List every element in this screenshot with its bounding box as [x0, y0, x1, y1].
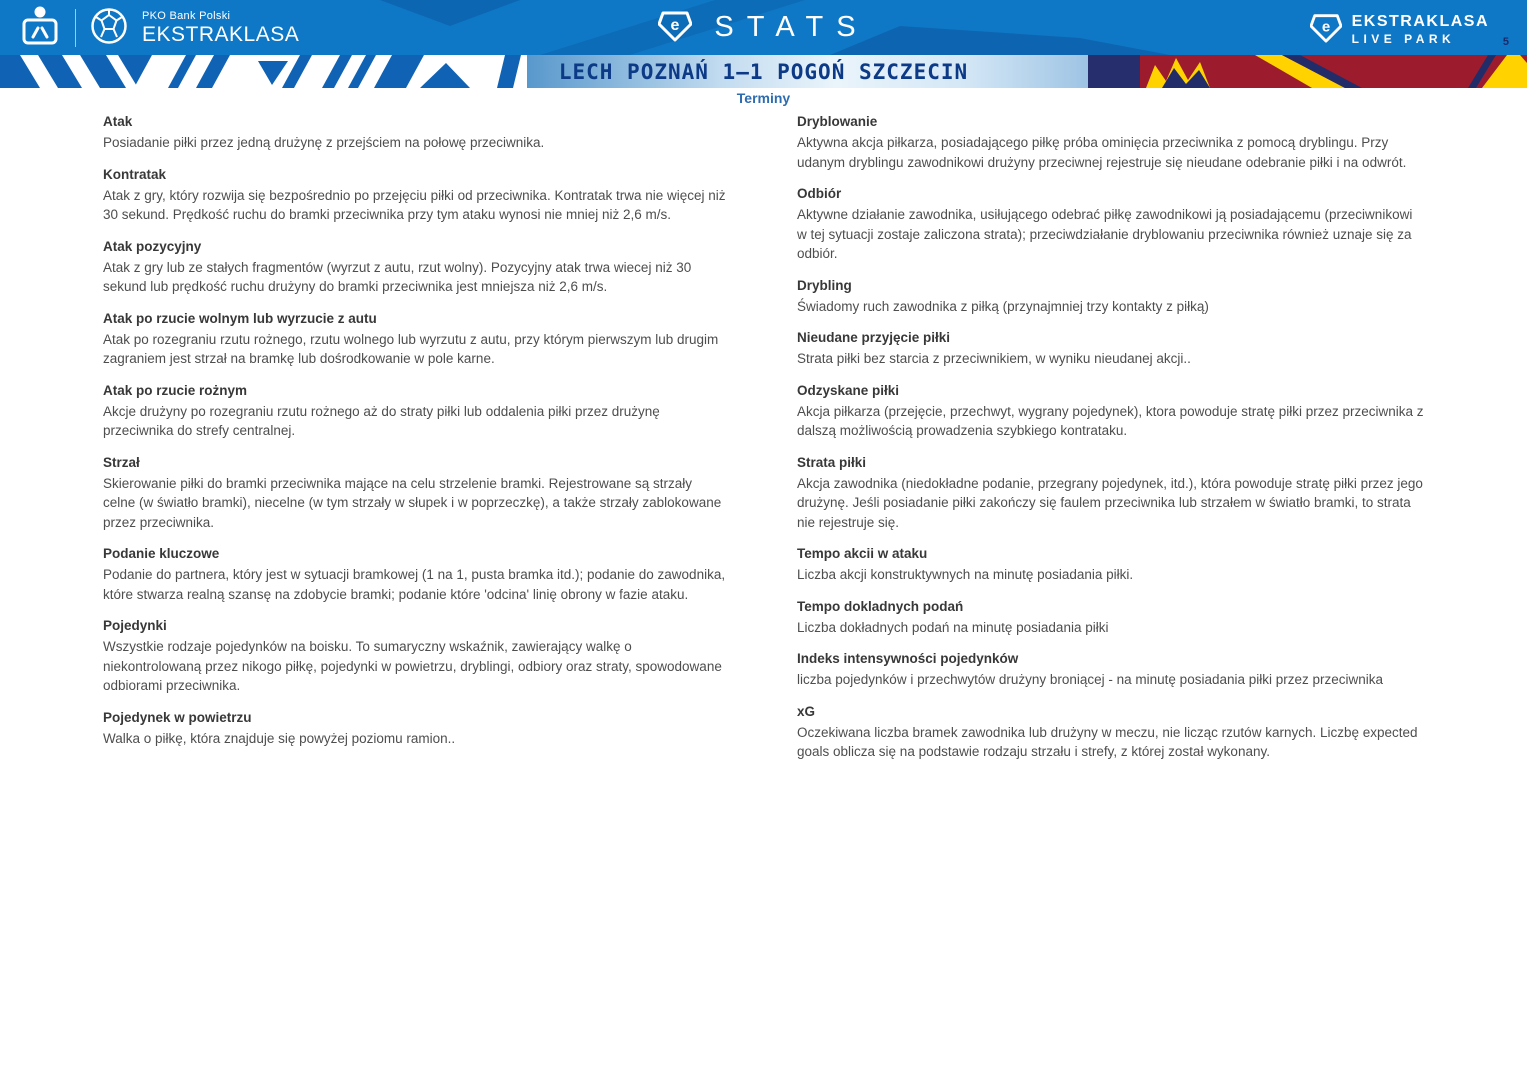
stats-logo	[0, 0, 1527, 55]
term-entry	[797, 544, 1425, 585]
term-entry	[103, 453, 727, 533]
term-entry	[103, 616, 727, 696]
svg-text:e: e	[670, 17, 680, 34]
term-title: Nieudane przyjęcie piłki	[797, 330, 951, 345]
glossary-column-right	[797, 112, 1425, 774]
term-definition: Liczba dokładnych podań na minutę posiadania piłki	[797, 619, 1109, 635]
term-definition: Liczba akcji konstruktywnych na minutę posiadania piłki.	[797, 567, 1134, 582]
term-definition: Atak po rozegraniu rzutu rożnego, rzutu wolnego lub wyrzutu z autu, przy którym pierwszym lub drugim zagraniem jest strzał na bramkę lub dośrodkowanie w pole karne.	[103, 331, 719, 366]
term-title: Pojedynki	[103, 618, 167, 633]
svg-text:e: e	[1321, 18, 1330, 36]
term-definition: Posiadanie piłki przez jedną drużynę z przejściem na połowę przeciwnika.	[103, 135, 545, 150]
term-title: Tempo dokladnych podań	[797, 598, 964, 614]
term-definition: Oczekiwana liczba bramek zawodnika lub drużyny w meczu, nie licząc rzutów karnych. Liczbę expected goals oblicza się na podstawie rodzaju strzału i strefy, z której został wykonany.	[797, 724, 1418, 759]
term-definition: Aktywne działanie zawodnika, usiłującego odebrać piłkę zawodnikowi ją posiadającemu (przeciwnikowi w tej sytuacji zostaje zaliczona strata); przeciwdziałanie dryblowaniu przeciwnika również uznaje się za odbiór.	[797, 207, 1413, 261]
term-definition: Świadomy ruch zawodnika z piłką (przynajmniej trzy kontakty z piłką)	[797, 298, 1209, 314]
term-definition: Atak z gry lub ze stałych fragmentów (wyrzut z autu, rzut wolny). Pozycyjny atak trwa wiecej niż 30 sekund lub prędkość ruchu drużyny do bramki przeciwnika jest mniejsza niż 2,6 m/s.	[103, 259, 692, 294]
term-entry	[797, 453, 1425, 533]
team-colors-band	[0, 55, 1527, 88]
term-entry	[103, 544, 727, 604]
term-title: Odbiór	[797, 186, 842, 201]
term-definition: Walka o piłkę, która znajduje się powyżej poziomu ramion..	[103, 730, 456, 746]
term-title: Atak po rzucie rożnym	[103, 382, 248, 398]
livepark-line1: EKSTRAKLASA	[1351, 13, 1489, 30]
term-entry	[797, 276, 1425, 317]
term-definition: Akcja piłkarza (przejęcie, przechwyt, wygrany pojedynek), ktora powoduje stratę piłki przez przeciwnika z dalszą możliwością prowadzenia szybkiego kontrataku.	[797, 403, 1424, 438]
term-entry	[797, 649, 1425, 690]
livepark-logo	[1310, 11, 1489, 48]
term-title: Strata piłki	[797, 454, 867, 470]
term-entry	[103, 165, 727, 225]
term-definition: Strata piłki bez starcia z przeciwnikiem, w wyniku nieudanej akcji..	[797, 351, 1191, 366]
term-title: Odzyskane piłki	[797, 382, 900, 398]
term-definition: Skierowanie piłki do bramki przeciwnika mające na celu strzelenie bramki. Rejestrowane są strzały celne (w światło bramki), niecelne (w tym strzały w słupek i w poprzeczkę), a także strzały zablokowane przez przeciwnika.	[103, 475, 722, 530]
term-definition: Podanie do partnera, który jest w sytuacji bramkowej (1 na 1, pusta bramka itd.); podanie do zawodnika, które stwarza realną szansę na zdobycie bramki; podanie które 'odcina' linię obrony w fazie ataku.	[103, 567, 726, 602]
term-definition: liczba pojedynków i przechwytów drużyny broniącej - na minutę posiadania piłki przez przeciwnika	[797, 672, 1384, 687]
stats-wordmark: STATS	[714, 11, 869, 43]
match-title: LECH POZNAŃ 1–1 POGOŃ SZCZECIN	[558, 60, 969, 84]
livepark-wordmark	[1352, 13, 1489, 46]
term-entry	[797, 112, 1425, 172]
term-entry	[103, 112, 727, 153]
term-title: Strzał	[103, 454, 140, 470]
term-definition: Wszystkie rodzaje pojedynków na boisku. To sumaryczny wskaźnik, zawierający walkę o niekontrolowaną przez nikogo piłkę, pojedynki w powietrzu, dryblingi, odbiory oraz straty, spowodowane odbiorami przeciwnika.	[103, 639, 722, 693]
term-title: Dryblowanie	[797, 114, 878, 129]
term-title: Drybling	[797, 277, 852, 293]
app-header	[0, 0, 1527, 55]
livepark-pentagon-icon	[1310, 11, 1342, 48]
term-title: Atak	[103, 114, 133, 129]
term-title: Atak pozycyjny	[103, 238, 202, 254]
term-entry	[797, 328, 1425, 369]
term-title: Pojedynek w powietrzu	[103, 709, 252, 725]
term-entry	[797, 184, 1425, 264]
term-title: Kontratak	[103, 166, 167, 182]
term-entry	[103, 309, 727, 369]
ekstraklasa-label: EKSTRAKLASA	[142, 23, 300, 46]
pko-bank-polski-label: PKO Bank Polski	[142, 10, 231, 22]
section-title: Terminy	[736, 90, 791, 106]
stats-pentagon-icon	[658, 8, 692, 47]
term-definition: Akcje drużyny po rozegraniu rzutu rożnego aż do straty piłki lub oddalenia piłki przez drużynę przeciwnika do strefy centralnej.	[103, 403, 660, 438]
glossary-column-left	[103, 112, 727, 760]
term-title: xG	[797, 703, 816, 719]
term-entry	[103, 381, 727, 441]
term-definition: Atak z gry, który rozwija się bezpośrednio po przejęciu piłki od przeciwnika. Kontratak trwa nie więcej niż 30 sekund. Prędkość ruchu do bramki przeciwnika przy tym ataku wynosi nie mniej niż 2,6 m/s.	[103, 187, 726, 222]
livepark-line2: LIVE PARK	[1351, 32, 1456, 46]
term-definition: Aktywna akcja piłkarza, posiadającego piłkę próba ominięcia przeciwnika z pomocą dryblingu. Przy udanym dryblingu zawodnikowi drużyny przeciwnej rejestruje się nieudane odebranie piłki i na odwrót.	[797, 135, 1407, 170]
term-title: Tempo akcii w ataku	[797, 546, 928, 561]
term-entry	[103, 237, 727, 297]
term-title: Atak po rzucie wolnym lub wyrzucie z autu	[103, 310, 377, 326]
term-entry	[797, 702, 1425, 762]
term-title: Podanie kluczowe	[103, 546, 220, 561]
term-entry	[797, 597, 1425, 638]
page-number: 5	[1502, 36, 1509, 48]
term-definition: Akcja zawodnika (niedokładne podanie, przegrany pojedynek, itd.), która powoduje stratę piłki przez jego drużynę. Jeśli posiadanie piłki zakończy się faulem przeciwnika lub strzałem w światło bramki, to strata nie rejestruje się.	[797, 475, 1423, 530]
term-entry	[103, 708, 727, 749]
term-entry	[797, 381, 1425, 441]
term-title: Indeks intensywności pojedynków	[797, 651, 1019, 666]
